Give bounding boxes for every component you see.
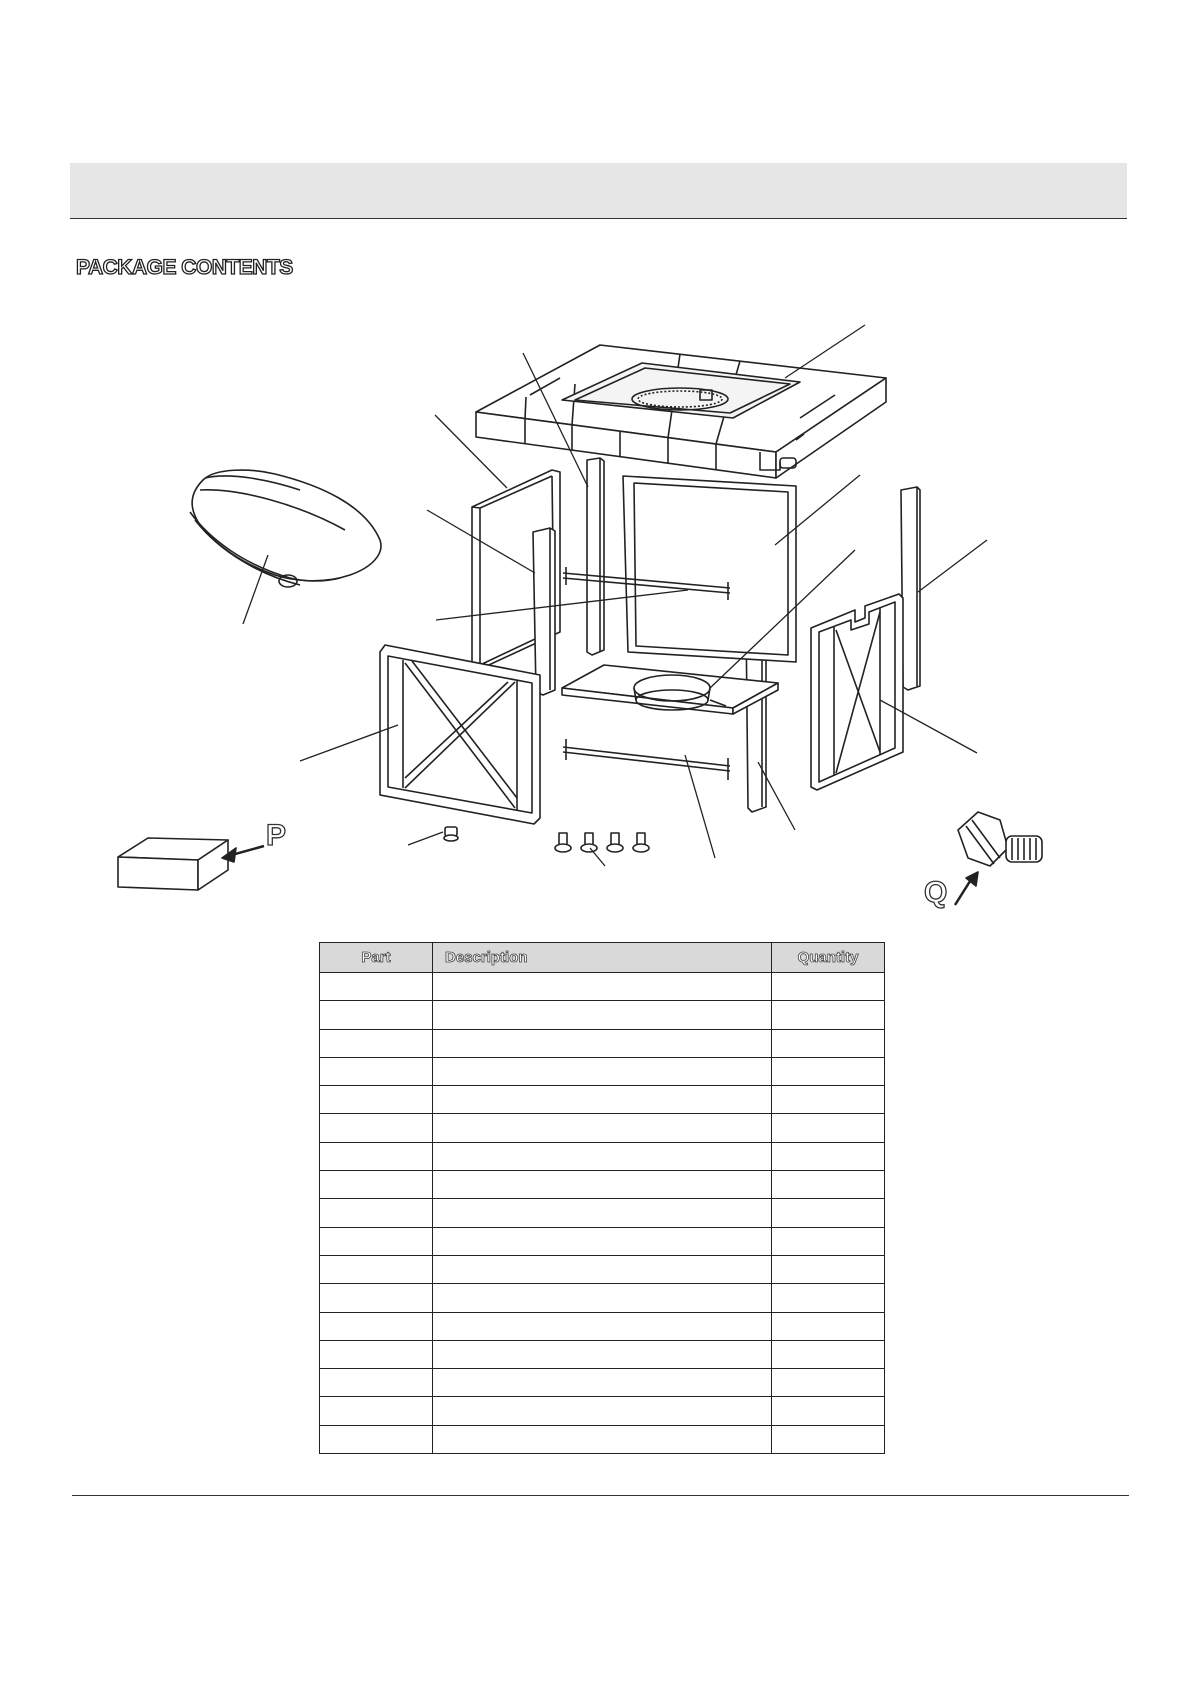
table-row	[320, 1114, 885, 1142]
table-row	[320, 1227, 885, 1255]
section-title: PACKAGE CONTENTS	[76, 256, 293, 279]
lower-brace	[563, 739, 730, 780]
part-cell	[320, 1199, 433, 1227]
quantity-cell	[772, 1086, 885, 1114]
description-cell	[433, 1199, 772, 1227]
description-cell	[433, 1142, 772, 1170]
table-row	[320, 1369, 885, 1397]
part-cell	[320, 1171, 433, 1199]
quantity-cell	[772, 1397, 885, 1425]
box-p	[118, 838, 264, 890]
part-cell	[320, 1227, 433, 1255]
quantity-cell	[772, 1312, 885, 1340]
table-row	[320, 1284, 885, 1312]
table-row	[320, 1340, 885, 1368]
quantity-cell	[772, 1255, 885, 1283]
table-row	[320, 1057, 885, 1085]
description-cell	[433, 1312, 772, 1340]
part-cell	[320, 1397, 433, 1425]
part-cell	[320, 1142, 433, 1170]
callout-q: Q	[924, 876, 948, 909]
footer-rule	[72, 1495, 1129, 1496]
quantity-cell	[772, 1199, 885, 1227]
part-cell	[320, 1425, 433, 1453]
quantity-cell	[772, 973, 885, 1001]
part-cell	[320, 1284, 433, 1312]
description-cell	[433, 973, 772, 1001]
quantity-cell	[772, 1142, 885, 1170]
description-cell	[433, 1171, 772, 1199]
table-body	[320, 973, 885, 1454]
description-cell	[433, 1284, 772, 1312]
cover	[190, 470, 381, 587]
table-row	[320, 1255, 885, 1283]
table-row	[320, 1086, 885, 1114]
header-description: Description	[433, 943, 772, 973]
quantity-cell	[772, 1001, 885, 1029]
description-cell	[433, 1057, 772, 1085]
description-cell	[433, 1255, 772, 1283]
wrench-knob	[444, 827, 458, 841]
description-cell	[433, 1227, 772, 1255]
part-cell	[320, 1029, 433, 1057]
quantity-cell	[772, 1369, 885, 1397]
back-right-panel	[623, 476, 796, 662]
quantity-cell	[772, 1057, 885, 1085]
description-cell	[433, 1397, 772, 1425]
description-cell	[433, 1425, 772, 1453]
description-cell	[433, 1001, 772, 1029]
front-left-x-panel	[380, 645, 540, 824]
quantity-cell	[772, 1029, 885, 1057]
table-row	[320, 973, 885, 1001]
burner-tray	[562, 665, 778, 714]
table-row	[320, 1029, 885, 1057]
description-cell	[433, 1029, 772, 1057]
table-row	[320, 1142, 885, 1170]
leveling-feet	[555, 833, 649, 852]
quantity-cell	[772, 1340, 885, 1368]
table-row	[320, 1001, 885, 1029]
table-header-row	[320, 943, 885, 973]
table-top	[476, 345, 886, 478]
quantity-cell	[772, 1284, 885, 1312]
package-contents-table	[319, 942, 885, 1454]
part-cell	[320, 1255, 433, 1283]
table-row	[320, 1425, 885, 1453]
table-row	[320, 1312, 885, 1340]
part-cell	[320, 1001, 433, 1029]
description-cell	[433, 1340, 772, 1368]
part-cell	[320, 1086, 433, 1114]
fitting-q	[955, 812, 1042, 905]
quantity-cell	[772, 1114, 885, 1142]
front-right-x-panel	[811, 594, 903, 790]
part-cell	[320, 1114, 433, 1142]
part-cell	[320, 973, 433, 1001]
description-cell	[433, 1086, 772, 1114]
part-cell	[320, 1312, 433, 1340]
quantity-cell	[772, 1171, 885, 1199]
part-cell	[320, 1057, 433, 1085]
table-row	[320, 1199, 885, 1227]
description-cell	[433, 1114, 772, 1142]
callout-p: P	[266, 819, 287, 852]
table-row	[320, 1171, 885, 1199]
quantity-cell	[772, 1227, 885, 1255]
table-row	[320, 1397, 885, 1425]
part-cell	[320, 1340, 433, 1368]
header-part: Part	[320, 943, 433, 973]
description-cell	[433, 1369, 772, 1397]
quantity-cell	[772, 1425, 885, 1453]
part-cell	[320, 1369, 433, 1397]
header-quantity: Quantity	[772, 943, 885, 973]
